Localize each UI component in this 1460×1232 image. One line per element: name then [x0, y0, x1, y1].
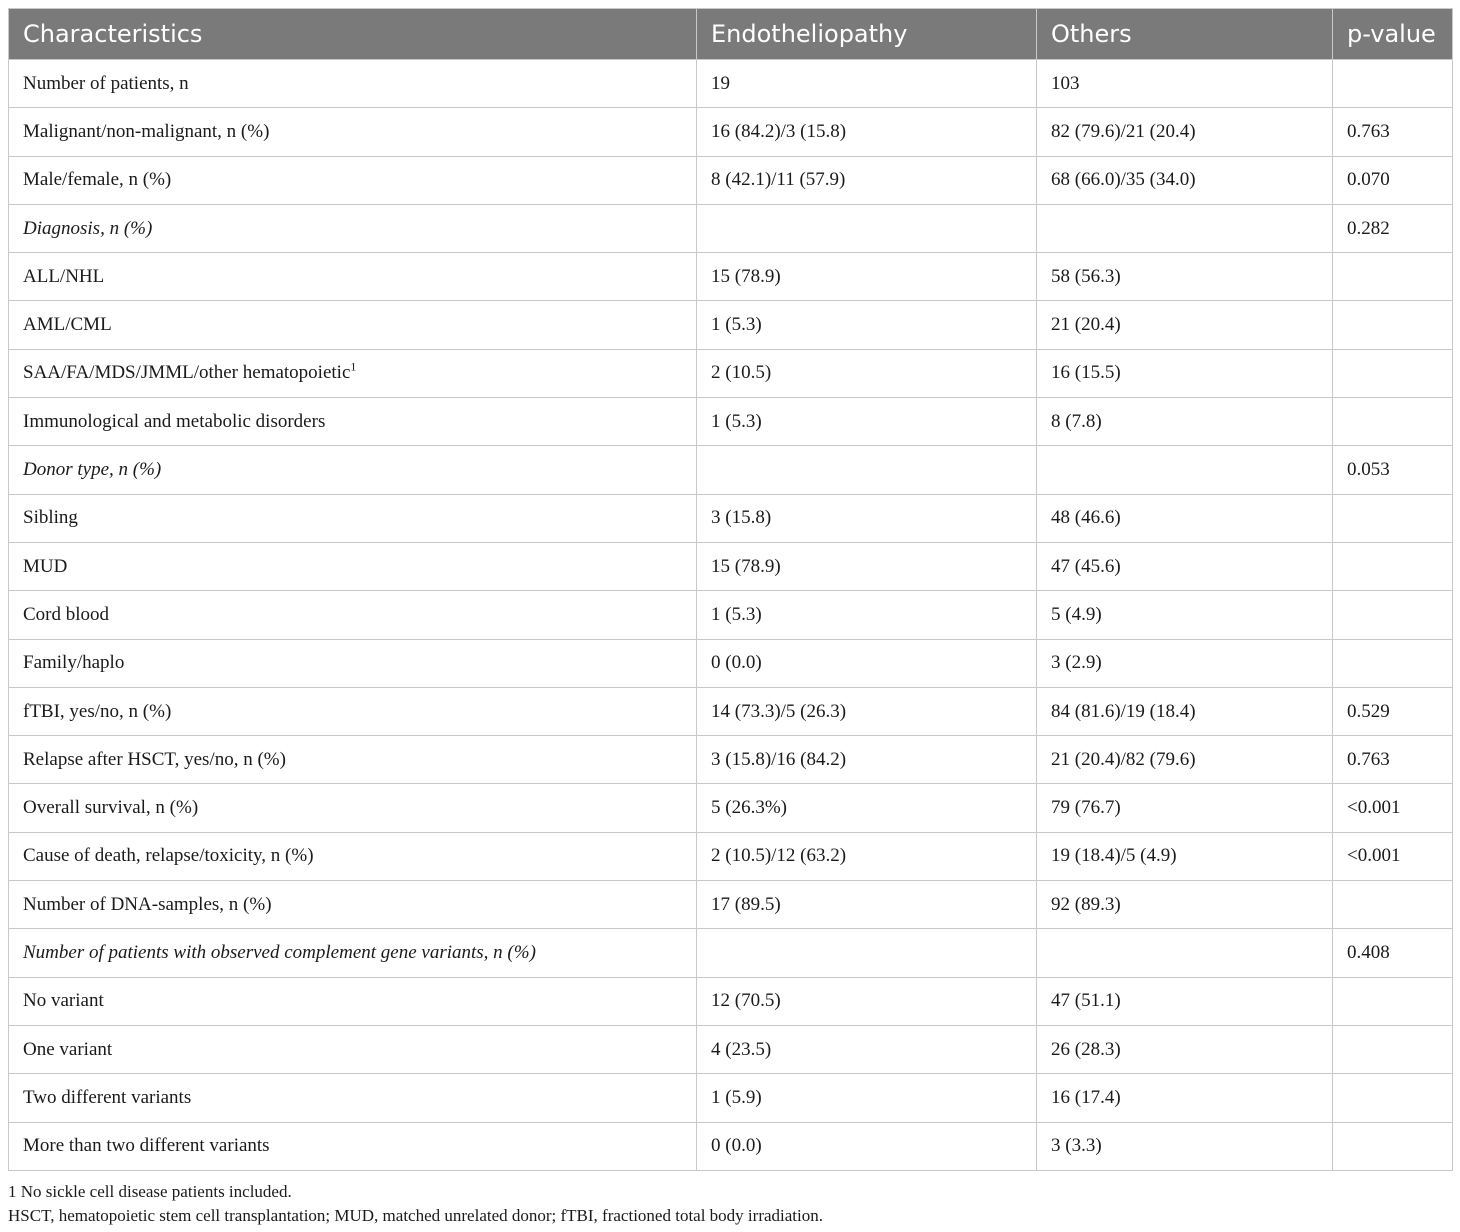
p-value-cell [1333, 1122, 1453, 1170]
endotheliopathy-cell: 1 (5.3) [697, 591, 1037, 639]
endotheliopathy-cell [697, 929, 1037, 977]
table-row [9, 301, 1453, 349]
row-label: Diagnosis, n (%) [23, 217, 153, 239]
endotheliopathy-cell: 0 (0.0) [697, 639, 1037, 687]
endotheliopathy-cell: 1 (5.9) [697, 1074, 1037, 1122]
endotheliopathy-cell: 16 (84.2)/3 (15.8) [697, 108, 1037, 156]
endotheliopathy-cell [697, 204, 1037, 252]
others-cell: 26 (28.3) [1037, 1025, 1333, 1073]
others-cell [1037, 446, 1333, 494]
row-label: Cord blood [23, 603, 110, 625]
p-value-cell [1333, 881, 1453, 929]
table-body [9, 60, 1453, 1171]
others-cell: 79 (76.7) [1037, 784, 1333, 832]
row-label: More than two different variants [23, 1135, 270, 1157]
row-label-cell [9, 639, 697, 687]
row-label-cell [9, 204, 697, 252]
header-row [9, 9, 1453, 60]
row-label-cell [9, 253, 697, 301]
row-label: Overall survival, n (%) [23, 797, 199, 819]
table-row [9, 1122, 1453, 1170]
others-cell: 5 (4.9) [1037, 591, 1333, 639]
table-row [9, 494, 1453, 542]
table-row [9, 204, 1453, 252]
row-label: No variant [23, 990, 104, 1012]
others-cell: 47 (51.1) [1037, 977, 1333, 1025]
row-label: MUD [23, 555, 68, 577]
endotheliopathy-cell: 15 (78.9) [697, 542, 1037, 590]
table-row [9, 446, 1453, 494]
endotheliopathy-cell: 8 (42.1)/11 (57.9) [697, 156, 1037, 204]
p-value-cell: 0.763 [1333, 736, 1453, 784]
row-label: Number of DNA-samples, n (%) [23, 893, 272, 915]
footnote-1: 1 No sickle cell disease patients included. [8, 1182, 292, 1201]
row-label: One variant [23, 1038, 113, 1060]
row-label-cell [9, 591, 697, 639]
table-row [9, 542, 1453, 590]
row-label: Sibling [23, 507, 78, 529]
table-header [9, 9, 1453, 60]
column-header-characteristics: Characteristics [9, 9, 697, 60]
others-cell: 58 (56.3) [1037, 253, 1333, 301]
p-value-cell [1333, 301, 1453, 349]
table-row [9, 736, 1453, 784]
table-row [9, 108, 1453, 156]
row-label-cell [9, 542, 697, 590]
row-label: ALL/NHL [23, 265, 105, 287]
row-label-cell [9, 1074, 697, 1122]
p-value-cell [1333, 1025, 1453, 1073]
table-row [9, 977, 1453, 1025]
others-cell [1037, 929, 1333, 977]
others-cell: 16 (15.5) [1037, 349, 1333, 397]
others-cell: 84 (81.6)/19 (18.4) [1037, 687, 1333, 735]
others-cell [1037, 204, 1333, 252]
p-value-cell [1333, 398, 1453, 446]
p-value-cell: <0.001 [1333, 832, 1453, 880]
p-value-cell: 0.070 [1333, 156, 1453, 204]
endotheliopathy-cell: 1 (5.3) [697, 398, 1037, 446]
others-cell: 103 [1037, 60, 1333, 108]
row-label: Malignant/non-malignant, n (%) [23, 120, 270, 142]
row-label-cell [9, 60, 697, 108]
row-label-cell [9, 929, 697, 977]
others-cell: 82 (79.6)/21 (20.4) [1037, 108, 1333, 156]
table-row [9, 349, 1453, 397]
others-cell: 21 (20.4) [1037, 301, 1333, 349]
row-label-cell [9, 832, 697, 880]
row-label-cell [9, 301, 697, 349]
endotheliopathy-cell: 17 (89.5) [697, 881, 1037, 929]
row-label: Immunological and metabolic disorders [23, 410, 326, 432]
p-value-cell: 0.763 [1333, 108, 1453, 156]
table-row [9, 1074, 1453, 1122]
table-row [9, 687, 1453, 735]
table-row [9, 156, 1453, 204]
p-value-cell: <0.001 [1333, 784, 1453, 832]
row-label-cell [9, 687, 697, 735]
row-label: Number of patients with observed complement gene variants, n (%) [23, 941, 536, 963]
row-label: Relapse after HSCT, yes/no, n (%) [23, 748, 286, 770]
footnote-marker: 1 [350, 360, 357, 375]
table-row [9, 1025, 1453, 1073]
column-header-p-value: p-value [1333, 9, 1453, 60]
footnote-abbreviations: HSCT, hematopoietic stem cell transplantation; MUD, matched unrelated donor; fTBI, fractioned total body irradiation. [8, 1206, 823, 1225]
row-label: Cause of death, relapse/toxicity, n (%) [23, 845, 314, 867]
endotheliopathy-cell: 4 (23.5) [697, 1025, 1037, 1073]
endotheliopathy-cell: 2 (10.5) [697, 349, 1037, 397]
row-label: Male/female, n (%) [23, 169, 172, 191]
endotheliopathy-cell [697, 446, 1037, 494]
p-value-cell [1333, 494, 1453, 542]
p-value-cell: 0.053 [1333, 446, 1453, 494]
column-header-endotheliopathy: Endotheliopathy [697, 9, 1037, 60]
others-cell: 21 (20.4)/82 (79.6) [1037, 736, 1333, 784]
row-label-cell [9, 156, 697, 204]
others-cell: 48 (46.6) [1037, 494, 1333, 542]
row-label-cell [9, 977, 697, 1025]
p-value-cell [1333, 977, 1453, 1025]
endotheliopathy-cell: 15 (78.9) [697, 253, 1037, 301]
others-cell: 47 (45.6) [1037, 542, 1333, 590]
row-label: SAA/FA/MDS/JMML/other hematopoietic [23, 362, 351, 384]
row-label-cell [9, 494, 697, 542]
table-row [9, 253, 1453, 301]
p-value-cell: 0.282 [1333, 204, 1453, 252]
p-value-cell [1333, 349, 1453, 397]
others-cell: 68 (66.0)/35 (34.0) [1037, 156, 1333, 204]
row-label-cell [9, 349, 697, 397]
p-value-cell [1333, 1074, 1453, 1122]
endotheliopathy-cell: 12 (70.5) [697, 977, 1037, 1025]
p-value-cell [1333, 60, 1453, 108]
endotheliopathy-cell: 3 (15.8)/16 (84.2) [697, 736, 1037, 784]
row-label-cell [9, 736, 697, 784]
row-label: Family/haplo [23, 652, 125, 674]
endotheliopathy-cell: 5 (26.3%) [697, 784, 1037, 832]
p-value-cell: 0.529 [1333, 687, 1453, 735]
characteristics-table [8, 8, 1453, 1171]
table-row [9, 784, 1453, 832]
p-value-cell [1333, 591, 1453, 639]
row-label-cell [9, 1025, 697, 1073]
table-row [9, 881, 1453, 929]
endotheliopathy-cell: 19 [697, 60, 1037, 108]
table-row [9, 591, 1453, 639]
row-label-cell [9, 784, 697, 832]
row-label: Donor type, n (%) [23, 459, 162, 481]
others-cell: 3 (3.3) [1037, 1122, 1333, 1170]
endotheliopathy-cell: 0 (0.0) [697, 1122, 1037, 1170]
table-row [9, 639, 1453, 687]
row-label-cell [9, 108, 697, 156]
endotheliopathy-cell: 3 (15.8) [697, 494, 1037, 542]
p-value-cell: 0.408 [1333, 929, 1453, 977]
row-label: AML/CML [23, 314, 112, 336]
table-row [9, 60, 1453, 108]
table-row [9, 929, 1453, 977]
others-cell: 19 (18.4)/5 (4.9) [1037, 832, 1333, 880]
p-value-cell [1333, 639, 1453, 687]
row-label-cell [9, 1122, 697, 1170]
endotheliopathy-cell: 2 (10.5)/12 (63.2) [697, 832, 1037, 880]
row-label-cell [9, 398, 697, 446]
row-label: Two different variants [23, 1086, 192, 1108]
table-row [9, 398, 1453, 446]
row-label: fTBI, yes/no, n (%) [23, 700, 172, 722]
p-value-cell [1333, 253, 1453, 301]
row-label-cell [9, 446, 697, 494]
others-cell: 92 (89.3) [1037, 881, 1333, 929]
endotheliopathy-cell: 1 (5.3) [697, 301, 1037, 349]
endotheliopathy-cell: 14 (73.3)/5 (26.3) [697, 687, 1037, 735]
others-cell: 16 (17.4) [1037, 1074, 1333, 1122]
row-label: Number of patients, n [23, 72, 189, 94]
column-header-others: Others [1037, 9, 1333, 60]
others-cell: 8 (7.8) [1037, 398, 1333, 446]
p-value-cell [1333, 542, 1453, 590]
table-row [9, 832, 1453, 880]
table-footnotes [8, 1180, 823, 1228]
row-label-cell [9, 881, 697, 929]
others-cell: 3 (2.9) [1037, 639, 1333, 687]
